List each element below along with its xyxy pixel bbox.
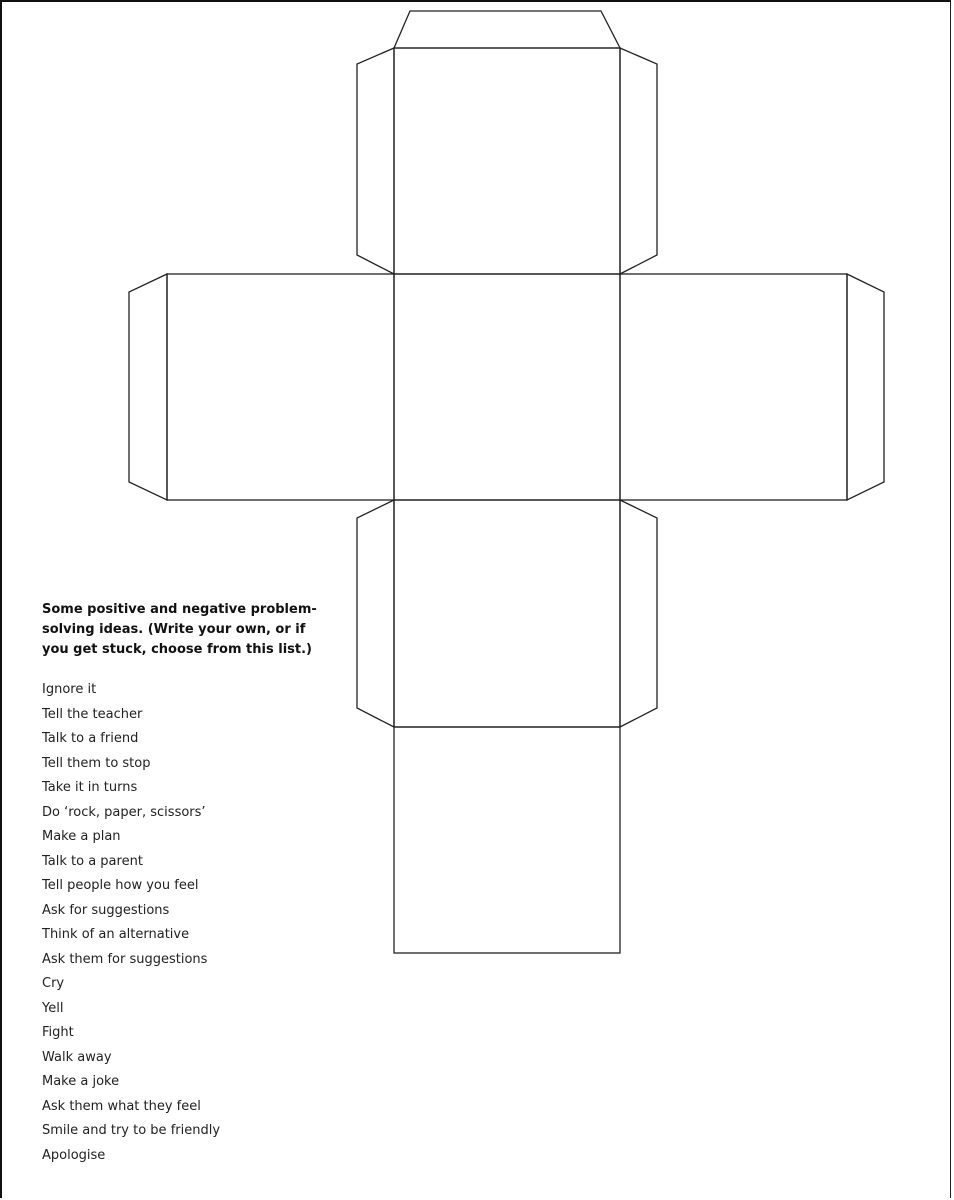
ideas-panel <box>42 600 322 1168</box>
face-top <box>394 48 620 274</box>
ideas-list <box>42 678 322 1168</box>
list-item: Cry <box>42 976 65 991</box>
face-bottom <box>394 727 620 953</box>
face-lower <box>394 500 620 727</box>
face-center <box>394 274 620 500</box>
list-item: Talk to a friend <box>42 731 139 746</box>
list-item: Yell <box>42 1000 64 1016</box>
list-item: Apologise <box>42 1147 106 1163</box>
list-item: Ignore it <box>42 682 97 697</box>
list-item: Ask them for suggestions <box>42 951 208 967</box>
list-item: Tell people how you feel <box>42 878 199 893</box>
face-right <box>620 274 847 500</box>
list-item: Fight <box>42 1025 74 1040</box>
list-item: Tell the teacher <box>42 706 143 722</box>
face-right-end-flap <box>847 274 884 500</box>
list-item: Tell them to stop <box>42 755 151 771</box>
list-item: Smile and try to be friendly <box>42 1123 221 1138</box>
list-item: Make a plan <box>42 829 121 844</box>
face-top-right-flap <box>620 48 657 274</box>
list-item: Make a joke <box>42 1074 120 1089</box>
face-lower-left-flap <box>357 500 394 727</box>
top-flap <box>394 11 620 48</box>
list-item: Do ‘rock, paper, scissors’ <box>42 804 206 820</box>
list-item: Talk to a parent <box>42 853 143 869</box>
list-item: Walk away <box>42 1049 112 1065</box>
list-item: Ask them what they feel <box>42 1098 201 1114</box>
list-item: Think of an alternative <box>42 927 190 942</box>
face-lower-right-flap <box>620 500 657 727</box>
list-item: Ask for suggestions <box>42 902 170 918</box>
face-left <box>167 274 394 500</box>
face-top-left-flap <box>357 48 394 274</box>
list-item: Take it in turns <box>42 780 138 795</box>
ideas-heading: Some positive and negative problem-solving ideas. (Write your own, or if you get stuck, choose from this list.) <box>42 602 317 657</box>
face-left-end-flap <box>129 274 167 500</box>
